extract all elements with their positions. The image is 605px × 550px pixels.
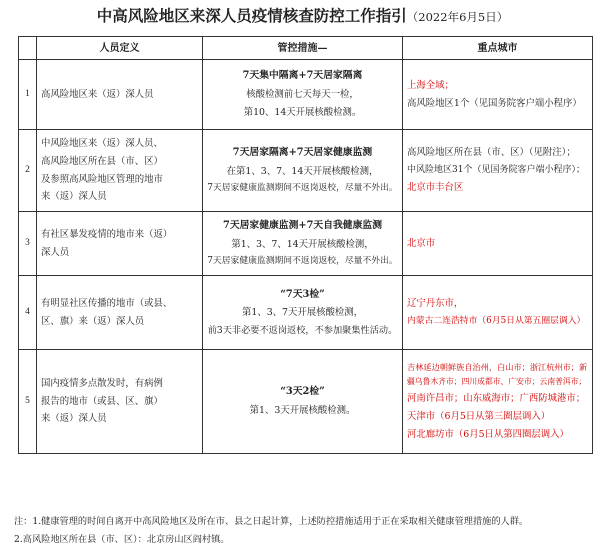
table-row [19,60,593,130]
measure-line: 第1、3、7天开展核酸检测， [241,307,364,319]
definition-line: 有明显社区传播的地市（或县、 [41,297,173,309]
city-line: 中风险地区31个（见国务院客户端小程序）； [407,164,585,175]
row-definition [37,130,203,212]
row-number: 4 [19,276,37,350]
measure-line: 核酸检测前七天每天一检， [246,88,359,100]
measure-line: 7天居家健康监测期间不返岗返校，尽量不外出。 [207,256,398,267]
header-cities: 重点城市 [403,37,593,60]
city-line: 河南许昌市；山东威海市；广西防城港市； [407,392,586,404]
city-line: 疆乌鲁木齐市；四川成都市、广安市；云南普洱市； [407,377,587,387]
definition-line: 高风险地区所在县（市、区） [41,155,163,167]
definition-line: 报告的地市（或县、区、旗） [41,395,163,407]
row-measures [203,350,403,454]
city-line: 上海全域； [407,79,454,91]
row-measures [203,130,403,212]
table-row [19,130,593,212]
definition-line: 区、旗）来（返）深人员 [41,315,145,327]
city-line: 北京市 [407,237,436,249]
measure-line: 7天居家健康监测期间不返岗返校，尽量不外出。 [207,183,398,194]
row-definition [37,276,203,350]
table-row [19,212,593,276]
header-definition: 人员定义 [37,37,203,60]
measure-line: 第10、14天开展核酸检测。 [243,106,362,118]
table-body [19,60,593,454]
row-definition [37,60,203,130]
city-line: 高风险地区1个（见国务院客户端小程序） [407,97,582,109]
measure-title: “3天2检” [280,386,325,398]
definition-line: 高风险地区来（返）深人员 [41,88,154,100]
definition-line: 深人员 [41,246,70,258]
row-definition [37,212,203,276]
definition-line: 来（返）深人员 [41,413,107,425]
row-cities [403,60,593,130]
measure-title: “7天3检” [280,288,325,300]
measure-line: 第1、3天开展核酸检测。 [249,404,356,416]
footnote-2: 2.高风险地区所在县（市、区）：北京房山区阎村镇。 [14,534,230,545]
header-measures: 管控措施— [203,37,403,60]
city-line: 北京市丰台区 [407,182,464,194]
row-cities [403,212,593,276]
row-cities [403,130,593,212]
row-definition [37,350,203,454]
row-measures [203,276,403,350]
definition-line: 国内疫情多点散发时，有病例 [41,377,163,389]
row-measures [203,60,403,130]
definition-line: 有社区暴发疫情的地市来（返） [41,228,173,240]
row-cities [403,350,593,454]
definition-line: 及参照高风险地区管理的地市 [41,173,163,185]
table-row [19,350,593,454]
city-line: 天津市（6月5日从第三圈层调入） [407,410,551,422]
title-date: （2022年6月5日） [406,10,509,24]
city-line: 内蒙古二连浩特市（6月5日从第五圈层调入） [407,316,586,327]
row-cities [403,276,593,350]
city-line: 辽宁丹东市， [407,298,464,310]
table-header-row [19,37,593,60]
row-number: 2 [19,130,37,212]
measure-line: 前3天非必要不返岗返校，不参加聚集性活动。 [207,324,398,336]
page-title [0,4,605,26]
definition-line: 中风险地区来（返）深人员、 [41,137,163,149]
row-measures [203,212,403,276]
measure-title: 7天居家隔离+7天居家健康监测 [232,146,373,158]
city-line: 吉林延边朝鲜族自治州，白山市；浙江杭州市；新 [407,361,588,372]
row-number: 1 [19,60,37,130]
row-number: 5 [19,350,37,454]
measure-line: 第1、3、7、14天开展核酸检测， [231,238,374,250]
title-text: 中高风险地区来深人员疫情核查防控工作指引 [96,6,407,25]
city-line: 河北廊坊市（6月5日从第四圈层调入） [407,428,569,440]
definition-line: 来（返）深人员 [41,191,107,203]
measure-line: 在第1、3、7、14天开展核酸检测， [226,165,379,177]
measure-title: 7天居家健康监测+7天自我健康监测 [223,219,382,231]
row-number: 3 [19,212,37,276]
table-row [19,276,593,350]
footnote-1: 注：1.健康管理的时间自离开中高风险地区及所在市、县之日起计算，上述防控措施适用于正在采取相关健康管理措施的人群。 [14,516,529,527]
city-line: 高风险地区所在县（市、区）（见附注）； [407,147,576,159]
header-number [19,37,37,60]
measure-title: 7天集中隔离+7天居家隔离 [242,70,363,82]
guideline-table [18,36,593,454]
